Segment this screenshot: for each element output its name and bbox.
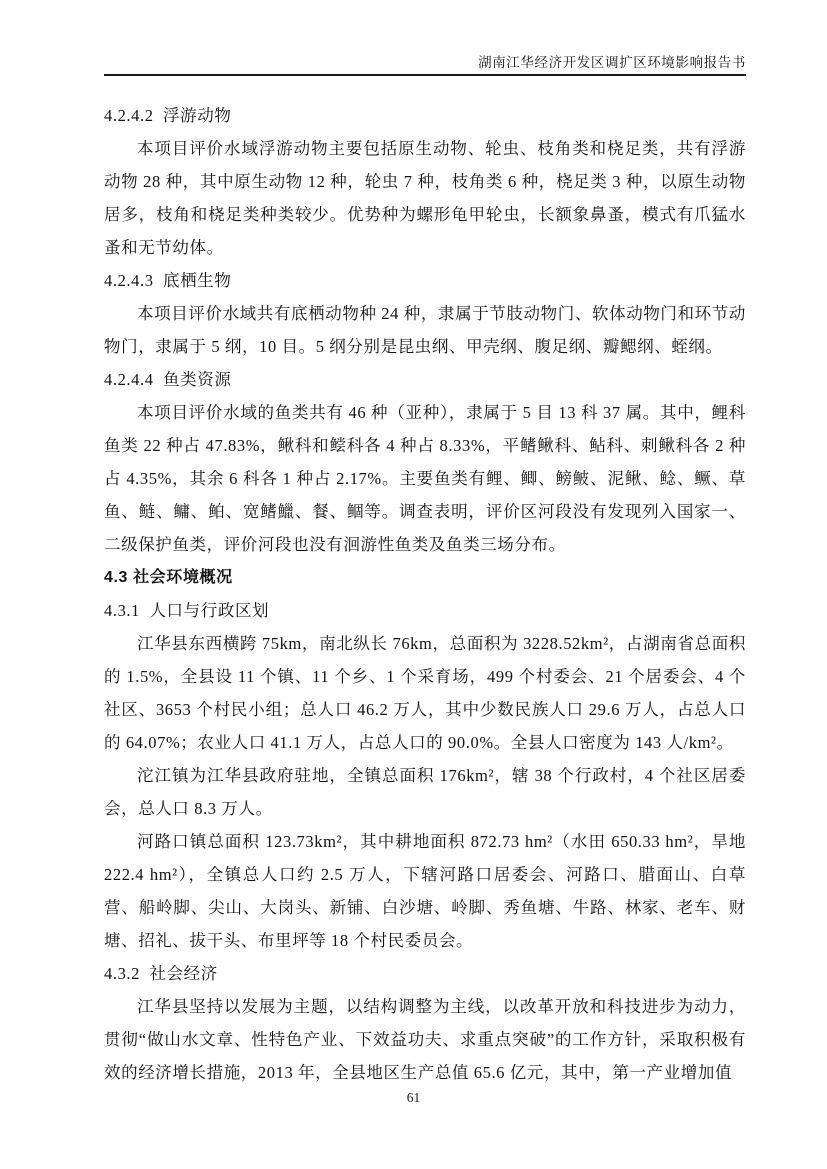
document-body bbox=[104, 99, 746, 1089]
paragraph-social-economy: 江华县坚持以发展为主题，以结构调整为主线，以改革开放和科技进步为动力，贯彻“做山水文章、性特色产业、下效益功夫、求重点突破”的工作方针，采取积极有效的经济增长措施，2013 年，全县地区生产总值 65.6 亿元，其中，第一产业增加值 bbox=[104, 997, 746, 1082]
section-heading-4.2.4.3-benthos: 4.2.4.3 底栖生物 bbox=[104, 271, 232, 290]
section-heading-4.2.4.4-fish-resources: 4.2.4.4 鱼类资源 bbox=[104, 370, 232, 389]
paragraph-tuojiang-town: 沱江镇为江华县政府驻地，全镇总面积 176km²，辖 38 个行政村，4 个社区居委会，总人口 8.3 万人。 bbox=[104, 766, 746, 818]
section-heading-4.3-social-environment: 4.3 社会环境概况 bbox=[104, 569, 233, 586]
paragraph-county-population: 江华县东西横跨 75km，南北纵长 76km，总面积为 3228.52km²，占湖南省总面积的 1.5%，全县设 11 个镇、11 个乡、1 个采育场，499 个村委会、21 个居委会、4 个社区、3653 个村民小组；总人口 46.2 万人，其中少数民族人口 29.6 万人，占总人口的 64.07%；农业人口 41.1 万人，占总人口的 90.0%。全县人口密度为 143 人/km²。 bbox=[104, 634, 746, 752]
paragraph-helukou-town: 河路口镇总面积 123.73km²，其中耕地面积 872.73 hm²（水田 650.33 hm²，旱地 222.4 hm²），全镇总人口约 2.5 万人，下辖河路口居委会、河路口、腊面山、白草营、船岭脚、尖山、大岗头、新铺、白沙塘、岭脚、秀鱼塘、牛路、林家、老车、财塘、招礼、拔干头、布里坪等 18 个村民委员会。 bbox=[104, 832, 746, 950]
paragraph-plankton: 本项目评价水域浮游动物主要包括原生动物、轮虫、枝角类和桡足类，共有浮游动物 28 种，其中原生动物 12 种，轮虫 7 种，枝角类 6 种，桡足类 3 种，以原生动物居多，枝角和桡足类种类较少。优势种为螺形龟甲轮虫，长额象鼻蚤，模式有爪猛水蚤和无节幼体。 bbox=[104, 139, 746, 257]
page-footer bbox=[0, 1090, 827, 1106]
paragraph-benthos: 本项目评价水域共有底栖动物种 24 种，隶属于节肢动物门、软体动物门和环节动物门，隶属于 5 纲，10 目。5 纲分别是昆虫纲、甲壳纲、腹足纲、瓣鳃纲、蛭纲。 bbox=[104, 304, 746, 356]
section-heading-4.3.1-population: 4.3.1 人口与行政区划 bbox=[104, 601, 270, 620]
running-header-title: 湖南江华经济开发区调扩区环境影响报告书 bbox=[478, 55, 746, 70]
paragraph-fish-resources: 本项目评价水域的鱼类共有 46 种（亚种），隶属于 5 目 13 科 37 属。其中，鲤科鱼类 22 种占 47.83%，鳅科和鲿科各 4 种占 8.33%，平鳍鳅科、鲇科、刺鳅科各 2 种占 4.35%，其余 6 科各 1 种占 2.17%。主要鱼类有鲤、鲫、鳑鲏、泥鳅、鲶、鳜、草鱼、鲢、鳙、鲌、宽鳍鱲、餐、鲴等。调查表明，评价区河段没有发现列入国家一、二级保护鱼类，评价河段也没有洄游性鱼类及鱼类三场分布。 bbox=[104, 403, 746, 554]
page-number: 61 bbox=[406, 1090, 421, 1105]
section-heading-4.3.2-social-economy: 4.3.2 社会经济 bbox=[104, 964, 218, 983]
section-heading-4.2.4.2-plankton: 4.2.4.2 浮游动物 bbox=[104, 106, 232, 125]
page-header bbox=[104, 0, 746, 76]
